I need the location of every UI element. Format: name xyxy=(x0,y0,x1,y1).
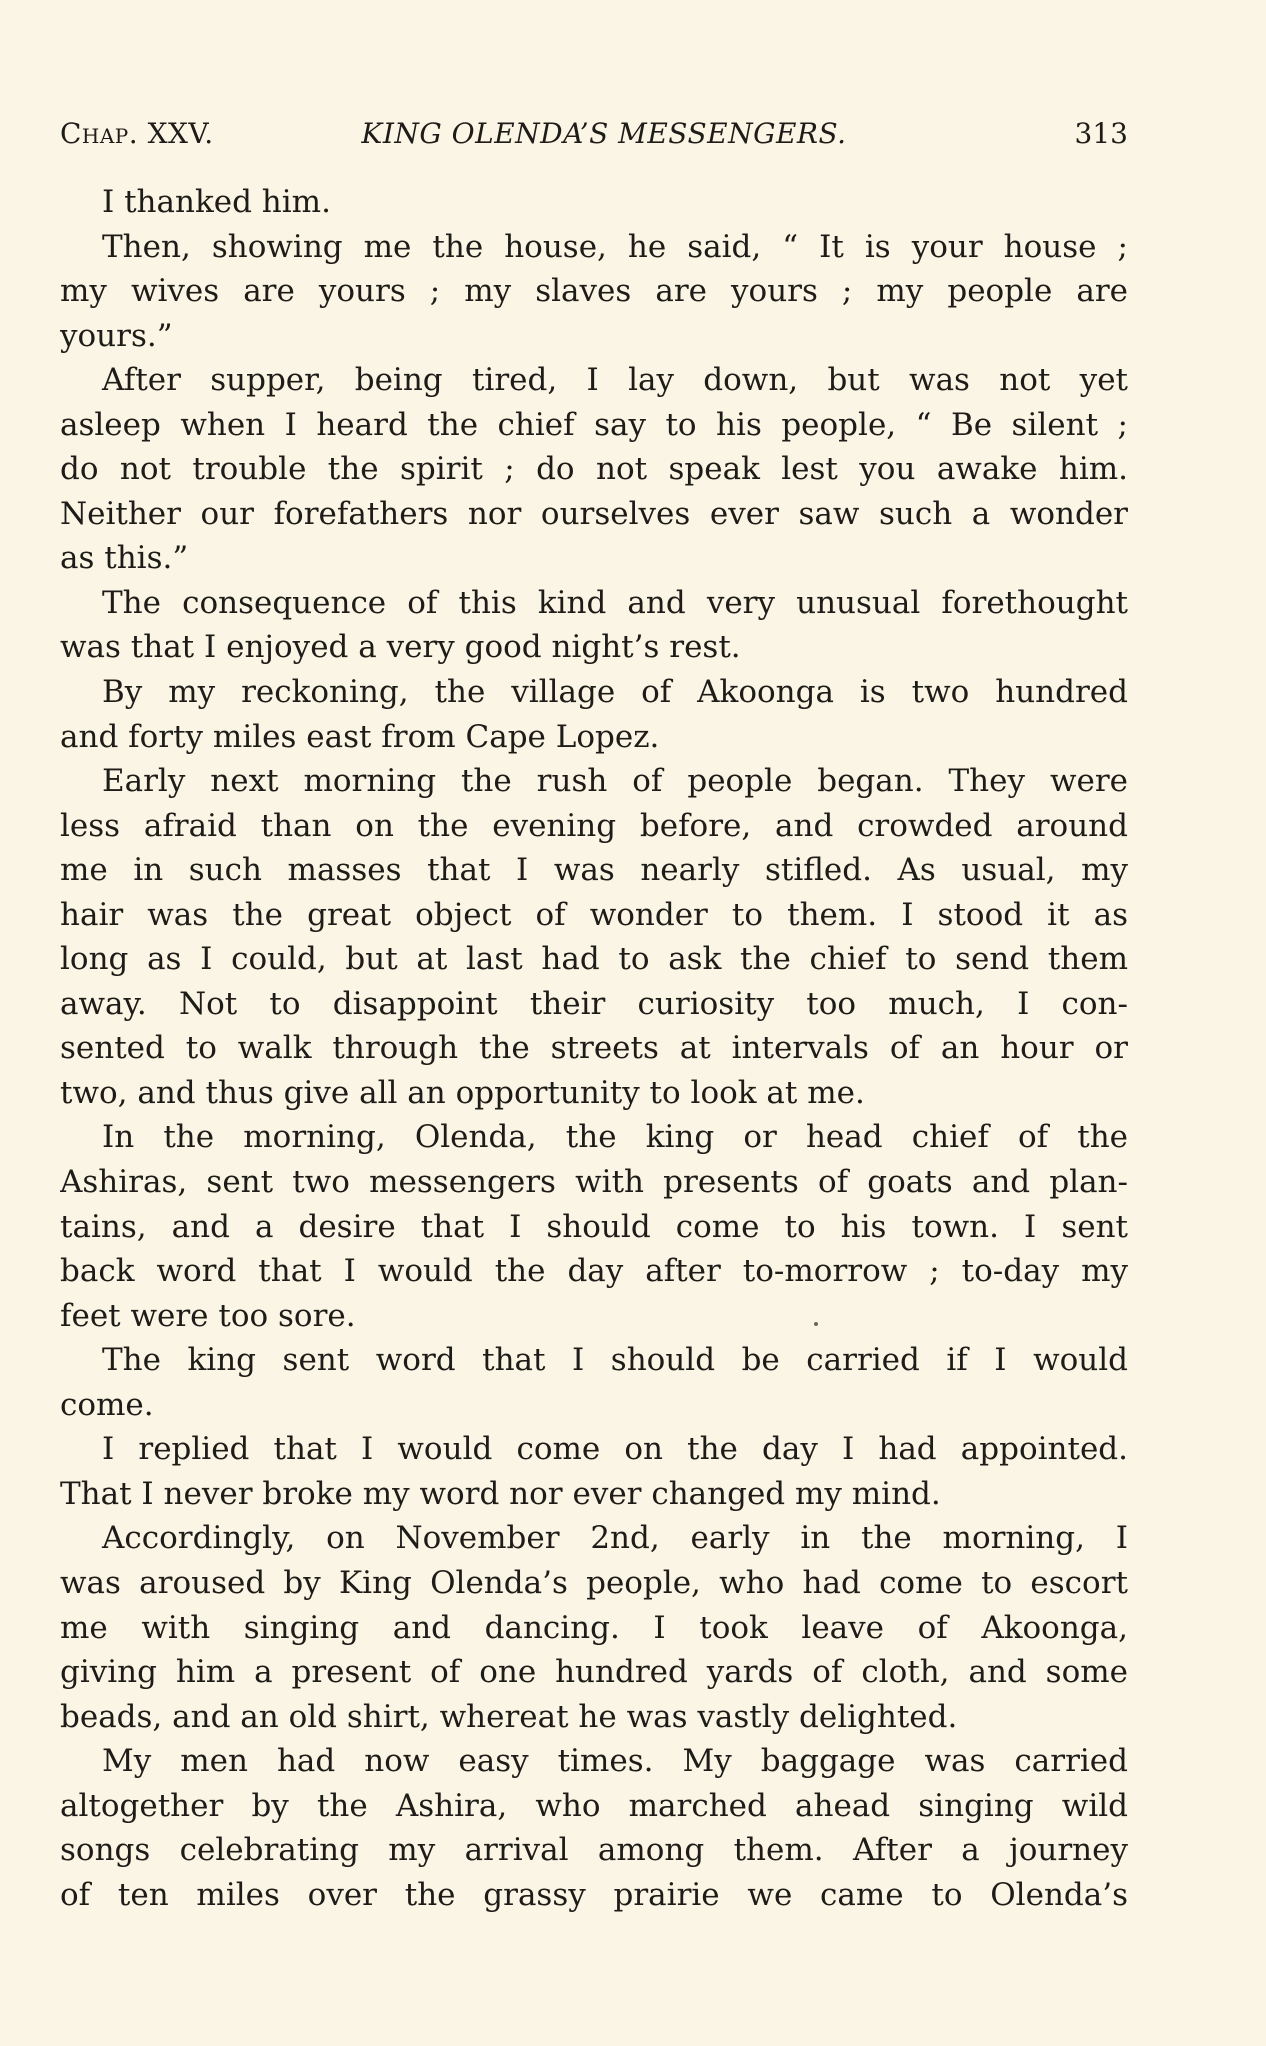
text-line: away. Not to disappoint their curiosity too much, I con- xyxy=(60,985,1128,1022)
page-number: 313 xyxy=(1074,117,1128,150)
text-line: long as I could, but at last had to ask the chief to send them xyxy=(60,941,1128,978)
text-line: me with singing and dancing. I took leave of Akoonga, xyxy=(60,1609,1128,1646)
text-line: was aroused by King Olenda’s people, who had come to escort xyxy=(60,1564,1128,1601)
text-line: After supper, being tired, I lay down, but was not yet xyxy=(102,362,1128,399)
text-line: I thanked him. xyxy=(102,184,331,220)
text-line: as this.” xyxy=(60,540,189,577)
text-line: Then, showing me the house, he said, “ It is your house ; xyxy=(102,228,1128,265)
text-line: Accordingly, on November 2nd, early in the morning, I xyxy=(102,1520,1128,1557)
text-line: beads, and an old shirt, whereat he was vastly delighted. xyxy=(60,1698,958,1735)
body-text xyxy=(60,180,1128,1917)
text-line: Ashiras, sent two messengers with presents of goats and plan- xyxy=(60,1164,1128,1201)
text-line: songs celebrating my arrival among them. After a journey xyxy=(60,1832,1128,1869)
text-line: back word that I would the day after to-morrow ; to-day my xyxy=(60,1253,1128,1290)
text-line: of ten miles over the grassy prairie we came to Olenda’s xyxy=(60,1876,1128,1913)
text-line: feet were too sore. xyxy=(60,1297,356,1334)
text-line: Early next morning the rush of people began. They were xyxy=(102,763,1128,800)
stray-mark xyxy=(814,1322,818,1326)
text-line: The consequence of this kind and very unusual forethought xyxy=(102,584,1128,621)
text-line: I replied that I would come on the day I had appointed. xyxy=(102,1431,1128,1468)
text-line: sented to walk through the streets at intervals of an hour or xyxy=(60,1030,1128,1067)
text-line: and forty miles east from Cape Lopez. xyxy=(60,718,660,755)
text-line: By my reckoning, the village of Akoonga is two hundred xyxy=(102,674,1128,711)
text-line: Neither our forefathers nor ourselves ever saw such a wonder xyxy=(60,495,1128,532)
page-header xyxy=(60,112,1128,156)
chapter-label: Chap. XXV. xyxy=(60,117,214,150)
text-line: giving him a present of one hundred yards of cloth, and some xyxy=(60,1654,1128,1691)
text-line: That I never broke my word nor ever changed my mind. xyxy=(60,1475,941,1512)
text-line: come. xyxy=(60,1386,154,1423)
running-title: KING OLENDA’S MESSENGERS. xyxy=(361,117,847,150)
text-line: do not trouble the spirit ; do not speak lest you awake him. xyxy=(60,451,1128,488)
text-line: two, and thus give all an opportunity to look at me. xyxy=(60,1074,865,1111)
text-line: tains, and a desire that I should come to his town. I sent xyxy=(60,1208,1128,1245)
text-line: asleep when I heard the chief say to his people, “ Be silent ; xyxy=(60,406,1128,443)
text-line: was that I enjoyed a very good night’s rest. xyxy=(60,629,741,666)
text-line: altogether by the Ashira, who marched ahead singing wild xyxy=(60,1787,1128,1824)
text-line: hair was the great object of wonder to them. I stood it as xyxy=(60,896,1128,933)
text-line: less afraid than on the evening before, and crowded around xyxy=(60,807,1128,844)
text-line: my wives are yours ; my slaves are yours ; my people are xyxy=(60,273,1128,310)
text-line: My men had now easy times. My baggage was carried xyxy=(102,1743,1128,1780)
text-line: In the morning, Olenda, the king or head chief of the xyxy=(102,1119,1128,1156)
text-line: yours.” xyxy=(60,317,173,354)
text-line: The king sent word that I should be carried if I would xyxy=(102,1342,1128,1379)
text-line: me in such masses that I was nearly stifled. As usual, my xyxy=(60,852,1128,889)
